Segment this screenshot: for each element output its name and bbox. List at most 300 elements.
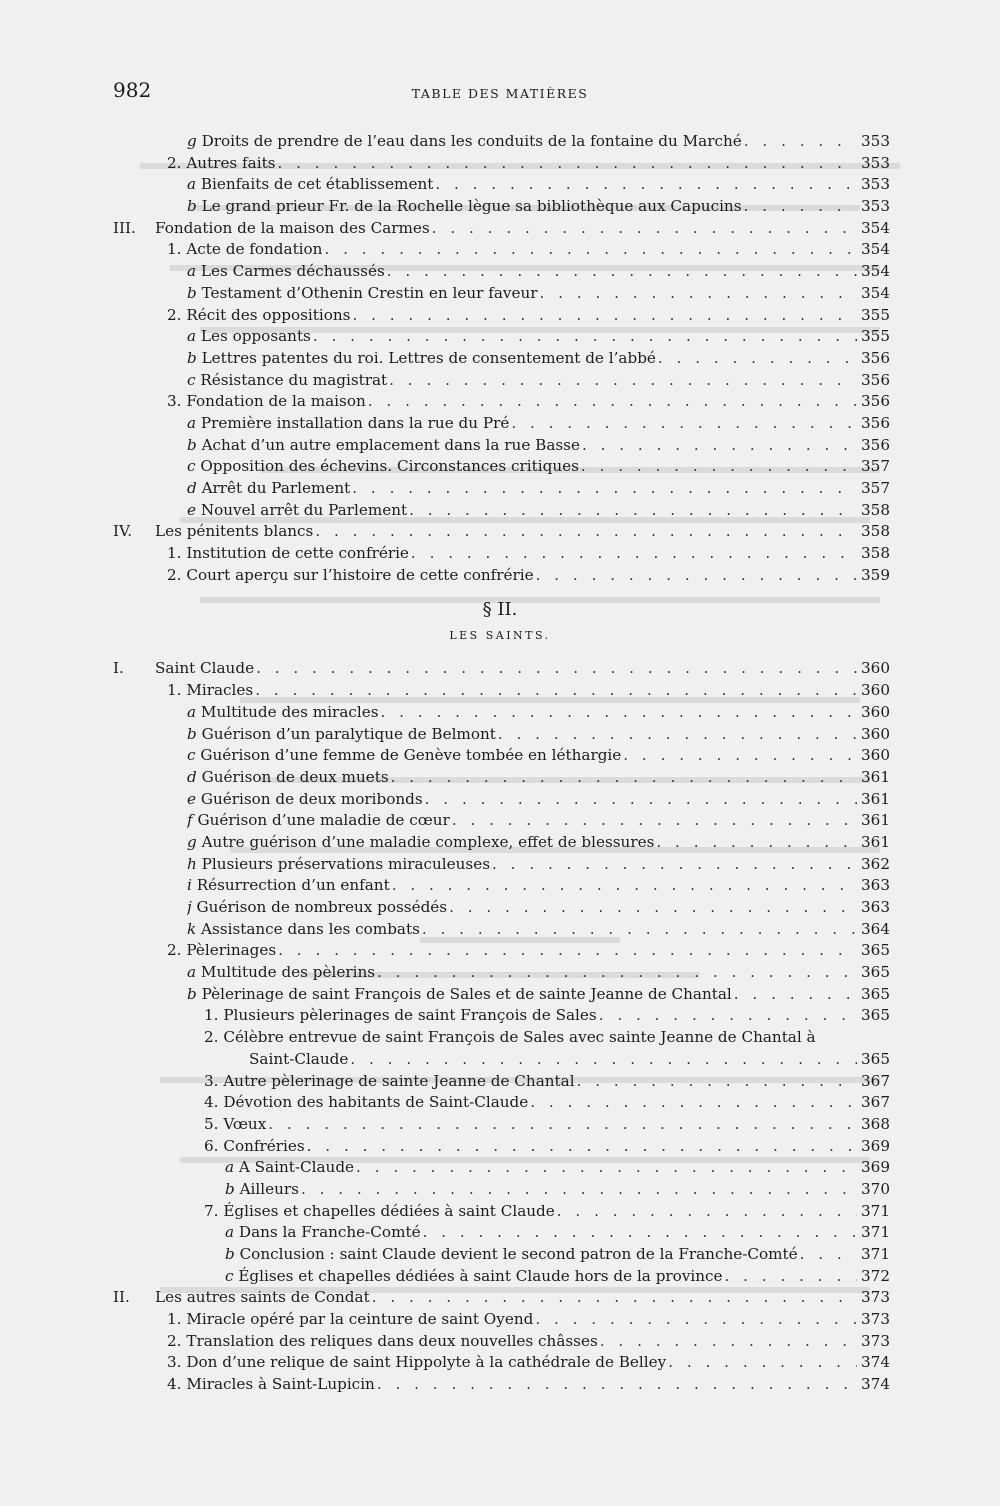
toc-entry — [0, 435, 1000, 457]
toc-page-number: 353 — [861, 175, 890, 194]
toc-entry-body — [187, 435, 890, 457]
toc-entry-marker: f — [187, 811, 193, 830]
toc-entry-text: Saint-Claude — [249, 1049, 349, 1068]
toc-entry-body — [155, 521, 890, 543]
toc-page-number: 361 — [861, 767, 890, 786]
toc-entry — [0, 724, 1000, 746]
toc-page-number: 373 — [861, 1331, 890, 1350]
toc-page-number: 363 — [861, 876, 890, 895]
toc-entry-title: Plusieurs préservations miraculeuses — [201, 854, 491, 873]
toc-entry — [0, 261, 1000, 283]
toc-entry-body — [187, 745, 890, 767]
toc-entry — [0, 153, 1000, 175]
dot-leader — [350, 478, 857, 500]
toc-entry — [0, 940, 1000, 962]
dot-leader — [390, 875, 857, 897]
toc-entry-body — [167, 543, 890, 565]
toc-roman-numeral: III. — [113, 218, 136, 237]
toc-entry — [0, 1222, 1000, 1244]
toc-entry-marker: e — [187, 500, 196, 519]
toc-entry-marker: 3. — [204, 1071, 219, 1090]
toc-entry-text — [225, 1222, 421, 1244]
toc-entry — [0, 326, 1000, 348]
toc-entry-title: Le grand prieur Fr. de la Rochelle lègue sa bibliothèque aux Capucins — [201, 197, 742, 216]
toc-entry-text — [187, 131, 742, 153]
dot-leader — [348, 1049, 857, 1071]
toc-entry-text — [167, 1352, 666, 1374]
toc-entry-body — [167, 680, 890, 702]
toc-entry-marker: a — [187, 175, 197, 194]
toc-entry-title: Droits de prendre de l’eau dans les conduits de la fontaine du Marché — [201, 132, 742, 150]
dot-leader — [798, 1244, 857, 1266]
toc-entry-title: Guérison de deux moribonds — [200, 789, 423, 808]
toc-entry-title: Court aperçu sur l’histoire de cette confrérie — [186, 565, 534, 584]
toc-entry-marker: a — [187, 963, 197, 982]
toc-page-number: 356 — [861, 413, 890, 432]
toc-entry-marker: b — [187, 197, 197, 216]
toc-entry-title: Récit des oppositions — [186, 305, 351, 324]
toc-entry-text — [167, 153, 275, 175]
toc-entry-text — [187, 196, 742, 218]
toc-entry-title: Miracles à Saint-Lupicin — [186, 1375, 375, 1394]
toc-entry-title: Lettres patentes du roi. Lettres de consentement de l’abbé — [201, 348, 656, 367]
dot-leader — [598, 1331, 857, 1353]
toc-entry-text — [187, 702, 379, 724]
toc-entry-title: Première installation dans la rue du Pré — [200, 413, 510, 432]
toc-entry-body — [155, 1287, 890, 1309]
toc-entry — [0, 1027, 1000, 1049]
toc-entry-title: Résistance du magistrat — [200, 370, 388, 389]
toc-page-number: 355 — [861, 327, 890, 346]
toc-entry-marker: b — [187, 283, 197, 302]
dot-leader — [299, 1179, 857, 1201]
toc-page-number: 369 — [861, 1136, 890, 1155]
toc-entry-marker: b — [187, 984, 197, 1003]
toc-entry — [0, 1374, 1000, 1396]
toc-entry-title: Ailleurs — [239, 1179, 299, 1198]
toc-roman-numeral: II. — [113, 1288, 130, 1307]
toc-entry-title: Guérison de deux muets — [201, 767, 389, 786]
toc-entry-body — [225, 1266, 890, 1288]
toc-entry-title: Autre pèlerinage de sainte Jeanne de Chantal — [223, 1071, 575, 1090]
table-of-contents — [0, 131, 1000, 1396]
toc-entry — [0, 456, 1000, 478]
toc-entry-title: Testament d’Othenin Crestin en leur faveur — [201, 283, 538, 302]
dot-leader — [447, 897, 857, 919]
toc-page-number: 356 — [861, 348, 890, 367]
toc-page-number: 370 — [861, 1179, 890, 1198]
toc-entry — [0, 1179, 1000, 1201]
toc-entry — [0, 1114, 1000, 1136]
toc-entry-title: Célèbre entrevue de saint François de Sales avec sainte Jeanne de Chantal à — [223, 1028, 816, 1047]
toc-entry-marker: 2. — [167, 305, 182, 324]
dot-leader — [305, 1136, 857, 1158]
toc-entry-title: Fondation de la maison des Carmes — [155, 218, 430, 237]
toc-entry-marker: c — [187, 746, 196, 765]
toc-entry — [0, 1071, 1000, 1093]
toc-entry-title: Guérison d’un paralytique de Belmont — [201, 724, 496, 743]
toc-entry-title: Les autres saints de Condat — [155, 1288, 370, 1307]
dot-leader — [433, 174, 857, 196]
toc-page-number: 358 — [861, 522, 890, 541]
toc-page-number: 357 — [861, 479, 890, 497]
toc-entry-text — [187, 261, 385, 283]
toc-entry-marker: b — [187, 435, 197, 454]
toc-entry-body — [187, 478, 890, 500]
toc-entry-body — [167, 305, 890, 327]
toc-entry-body — [204, 1071, 890, 1093]
toc-page-number: 364 — [861, 919, 890, 938]
toc-entry-title: Églises et chapelles dédiées à saint Claude — [223, 1201, 555, 1220]
toc-entry — [0, 1136, 1000, 1158]
toc-entry-text — [187, 370, 387, 392]
toc-entry-body — [155, 658, 890, 680]
dot-leader — [385, 261, 857, 283]
toc-entry-text — [187, 832, 654, 854]
toc-entry-marker: 2. — [167, 941, 182, 960]
toc-entry-body — [187, 261, 890, 283]
toc-entry — [0, 767, 1000, 789]
dot-leader — [375, 1374, 857, 1396]
page-number: 982 — [113, 78, 152, 102]
toc-entry-title: Les opposants — [200, 327, 311, 346]
toc-entry — [0, 521, 1000, 543]
toc-entry-title: Dévotion des habitants de Saint-Claude — [223, 1093, 529, 1112]
toc-entry-body — [187, 984, 890, 1006]
toc-entry-body — [167, 1374, 890, 1396]
toc-entry — [0, 1244, 1000, 1266]
toc-entry-text — [167, 565, 534, 587]
toc-entry-title: Plusieurs pèlerinages de saint François de Sales — [223, 1006, 597, 1025]
dot-leader — [354, 1157, 857, 1179]
toc-entry-text — [187, 897, 447, 919]
toc-page-number: 354 — [861, 262, 890, 281]
toc-entry — [0, 702, 1000, 724]
toc-entry-marker: 6. — [204, 1136, 219, 1155]
toc-entry-body — [187, 810, 890, 832]
toc-entry — [0, 1352, 1000, 1374]
toc-entry-marker: 1. — [204, 1006, 219, 1025]
dot-leader — [366, 391, 857, 413]
toc-entry-marker: a — [187, 702, 197, 721]
toc-entry — [0, 1287, 1000, 1309]
dot-leader — [666, 1352, 857, 1374]
toc-page-number: 373 — [861, 1310, 890, 1329]
toc-entry-text — [204, 1027, 816, 1049]
dot-leader — [597, 1005, 857, 1027]
toc-entry-text — [225, 1157, 354, 1179]
toc-page-number: 353 — [861, 197, 890, 216]
toc-entry — [0, 283, 1000, 305]
dot-leader — [313, 521, 857, 543]
toc-entry-title: Confréries — [223, 1136, 305, 1155]
toc-page-number: 374 — [861, 1375, 890, 1394]
toc-entry-marker: e — [187, 789, 196, 808]
toc-entry-marker: g — [187, 832, 197, 851]
dot-leader — [509, 413, 857, 435]
toc-entry-body — [187, 370, 890, 392]
toc-entry-text — [167, 1374, 375, 1396]
toc-entry-marker: 2. — [167, 153, 182, 172]
toc-entry-body — [225, 1157, 890, 1179]
toc-entry — [0, 218, 1000, 240]
toc-page-number: 355 — [861, 305, 890, 324]
toc-entry-body — [187, 767, 890, 789]
toc-page-number: 361 — [861, 832, 890, 851]
dot-leader — [387, 370, 857, 392]
toc-entry — [0, 391, 1000, 413]
toc-entry-text — [187, 500, 407, 522]
dot-leader — [742, 196, 857, 218]
toc-entry-body — [187, 131, 890, 153]
dot-leader — [732, 984, 857, 1006]
toc-entry — [0, 875, 1000, 897]
toc-entry-body — [187, 875, 890, 897]
toc-entry-body — [187, 702, 890, 724]
toc-entry-title: Guérison d’une femme de Genève tombée en léthargie — [200, 746, 622, 765]
toc-entry-title: Églises et chapelles dédiées à saint Claude hors de la province — [238, 1266, 723, 1285]
toc-entry-body — [187, 724, 890, 746]
toc-entry-title: Guérison d’une maladie de cœur — [197, 811, 450, 830]
dot-leader — [621, 745, 857, 767]
section-title: § II. — [482, 599, 518, 621]
toc-entry-marker: k — [187, 919, 197, 938]
toc-entry — [0, 1049, 1000, 1071]
toc-page-number: 369 — [861, 1158, 890, 1177]
toc-entry-text — [225, 1266, 723, 1288]
toc-entry-text — [204, 1136, 305, 1158]
toc-entry — [0, 305, 1000, 327]
dot-leader — [490, 854, 857, 876]
toc-entry-title: Miracles — [186, 681, 254, 700]
toc-entry — [0, 745, 1000, 767]
toc-entry-title: Assistance dans les combats — [201, 919, 420, 938]
toc-page-number: 372 — [861, 1266, 890, 1285]
toc-entry-title: Opposition des échevins. Circonstances critiques — [200, 457, 579, 476]
toc-entry-text — [187, 478, 350, 500]
dot-leader — [420, 919, 857, 941]
toc-entry-body — [225, 1179, 890, 1201]
toc-page-number: 367 — [861, 1071, 890, 1090]
toc-page-number: 354 — [861, 240, 890, 259]
toc-roman-numeral: I. — [113, 659, 124, 678]
toc-entry-text — [155, 218, 430, 240]
toc-entry-text — [187, 435, 580, 457]
toc-page-number: 360 — [861, 702, 890, 721]
dot-leader — [656, 348, 857, 370]
toc-entry-text — [167, 305, 350, 327]
toc-entry-marker: 7. — [204, 1201, 219, 1220]
toc-entry-marker: 4. — [167, 1375, 182, 1394]
toc-entry-text — [187, 854, 490, 876]
page-header — [0, 78, 1000, 108]
toc-entry-text — [187, 283, 538, 305]
toc-entry-title: Résurrection d’un enfant — [196, 876, 390, 895]
toc-entry-text — [204, 1114, 266, 1136]
toc-entry-body — [187, 326, 890, 348]
toc-entry-marker: 3. — [167, 1353, 182, 1372]
toc-entry-title: Multitude des miracles — [200, 702, 379, 721]
toc-entry-body — [167, 391, 890, 413]
toc-page-number: 357 — [861, 457, 890, 476]
dot-leader — [379, 702, 857, 724]
toc-entry-body — [187, 456, 890, 478]
toc-page-number: 353 — [861, 153, 890, 172]
toc-entry-text — [155, 521, 313, 543]
toc-entry-marker: h — [187, 854, 197, 873]
toc-entry-body — [187, 500, 890, 522]
toc-entry-title: Fondation de la maison — [186, 392, 366, 411]
dot-leader — [276, 940, 857, 962]
toc-entry-title: Autres faits — [186, 153, 276, 172]
toc-entry-body — [204, 1092, 890, 1114]
toc-page-number: 354 — [861, 218, 890, 237]
toc-roman-numeral: IV. — [113, 522, 133, 541]
dot-leader — [266, 1114, 857, 1136]
toc-entry-title: Don d’une relique de saint Hippolyte à la cathédrale de Belley — [186, 1353, 667, 1372]
toc-page-number: 360 — [861, 681, 890, 700]
toc-entry — [0, 658, 1000, 680]
dot-leader — [575, 1071, 857, 1093]
toc-entry-title: Miracle opéré par la ceinture de saint Oyend — [186, 1310, 534, 1329]
toc-entry-text — [187, 789, 423, 811]
toc-entry-marker: a — [187, 262, 197, 281]
section-subtitle: LES SAINTS. — [449, 629, 551, 643]
toc-page-number: 356 — [861, 435, 890, 454]
toc-page-number: 361 — [861, 811, 890, 830]
toc-page-number: 358 — [861, 500, 890, 519]
toc-entry-continuation — [249, 1049, 890, 1071]
toc-entry-marker: 3. — [167, 392, 182, 411]
toc-entry — [0, 131, 1000, 153]
toc-entry-body — [187, 832, 890, 854]
toc-entry-text — [187, 326, 311, 348]
toc-page-number: 362 — [861, 854, 890, 873]
toc-entry-marker: 1. — [167, 240, 182, 259]
toc-entry-marker: j — [187, 898, 192, 916]
dot-leader — [254, 658, 857, 680]
toc-entry-text — [204, 1005, 597, 1027]
toc-entry-title: Arrêt du Parlement — [201, 479, 351, 497]
toc-entry-body — [187, 283, 890, 305]
toc-entry-body — [167, 239, 890, 261]
toc-entry-text — [187, 174, 433, 196]
toc-entry-marker: d — [187, 767, 197, 786]
toc-entry-marker: 2. — [167, 1331, 182, 1350]
toc-page-number: 365 — [861, 963, 890, 982]
dot-leader — [723, 1266, 857, 1288]
toc-entry-body — [167, 1309, 890, 1331]
toc-entry-body — [187, 413, 890, 435]
toc-entry — [0, 1157, 1000, 1179]
toc-page-number: 359 — [861, 565, 890, 584]
toc-entry — [0, 919, 1000, 941]
toc-entry — [0, 1201, 1000, 1223]
toc-entry — [0, 810, 1000, 832]
toc-entry-title: Bienfaits de cet établissement — [200, 175, 434, 194]
toc-entry-marker: b — [187, 348, 197, 367]
toc-part-1 — [0, 131, 1000, 586]
toc-entry-body — [204, 1136, 890, 1158]
toc-entry — [0, 789, 1000, 811]
toc-entry-title: Translation des reliques dans deux nouvelles châsses — [186, 1331, 598, 1350]
toc-entry-text — [187, 810, 450, 832]
dot-leader — [450, 810, 857, 832]
toc-entry-body — [225, 1244, 890, 1266]
toc-entry-body — [204, 1027, 890, 1049]
toc-entry-text — [167, 940, 276, 962]
toc-entry-body — [187, 897, 890, 919]
toc-entry-text — [167, 680, 253, 702]
toc-page-number: 365 — [861, 984, 890, 1003]
toc-entry-title: Achat d’un autre emplacement dans la rue Basse — [201, 435, 580, 454]
toc-page-number: 356 — [861, 392, 890, 411]
dot-leader — [423, 789, 857, 811]
toc-page-number: 363 — [861, 898, 890, 916]
toc-entry-text — [167, 239, 322, 261]
toc-entry — [0, 832, 1000, 854]
toc-entry-text — [187, 875, 390, 897]
toc-entry-text — [225, 1244, 798, 1266]
toc-entry-title: Acte de fondation — [186, 240, 323, 259]
toc-entry-body — [187, 854, 890, 876]
dot-leader — [253, 680, 857, 702]
toc-entry-marker: c — [225, 1266, 234, 1285]
toc-entry — [0, 1266, 1000, 1288]
toc-entry-marker: b — [187, 724, 197, 743]
toc-part-2 — [0, 658, 1000, 1395]
toc-entry-marker: 1. — [167, 544, 182, 563]
toc-entry-body — [167, 1331, 890, 1353]
toc-entry-body — [187, 196, 890, 218]
toc-entry-body — [187, 174, 890, 196]
toc-entry-marker: c — [187, 370, 196, 389]
toc-entry-text — [187, 767, 389, 789]
dot-leader — [538, 283, 857, 305]
toc-entry-title: Les Carmes déchaussés — [200, 262, 385, 281]
dot-leader — [375, 962, 857, 984]
toc-entry-title: Conclusion : saint Claude devient le second patron de la Franche-Comté — [239, 1245, 798, 1263]
toc-entry-title: Vœux — [223, 1114, 267, 1133]
toc-entry — [0, 1331, 1000, 1353]
toc-page-number: 365 — [861, 1006, 890, 1025]
dot-leader — [407, 500, 857, 522]
toc-entry-body — [204, 1005, 890, 1027]
toc-entry-marker: c — [187, 457, 196, 476]
dot-leader — [580, 435, 857, 457]
toc-entry-title: Guérison de nombreux possédés — [196, 898, 448, 916]
toc-entry-title: Autre guérison d’une maladie complexe, effet de blessures — [201, 832, 655, 851]
toc-entry-marker: b — [225, 1245, 235, 1263]
toc-entry-title: Les pénitents blancs — [155, 522, 314, 541]
toc-entry-text — [187, 919, 420, 941]
toc-entry — [0, 1092, 1000, 1114]
toc-entry-text — [167, 1331, 598, 1353]
toc-entry — [0, 543, 1000, 565]
toc-entry — [0, 680, 1000, 702]
dot-leader — [389, 767, 857, 789]
dot-leader — [579, 456, 857, 478]
toc-entry — [0, 565, 1000, 587]
toc-page-number: 367 — [861, 1093, 890, 1112]
dot-leader — [322, 239, 857, 261]
toc-entry-body — [225, 1222, 890, 1244]
toc-entry-marker: 4. — [204, 1093, 219, 1112]
toc-entry-text — [167, 1309, 533, 1331]
toc-entry-title: Saint Claude — [155, 659, 255, 678]
toc-entry-text — [167, 543, 409, 565]
toc-entry — [0, 1005, 1000, 1027]
